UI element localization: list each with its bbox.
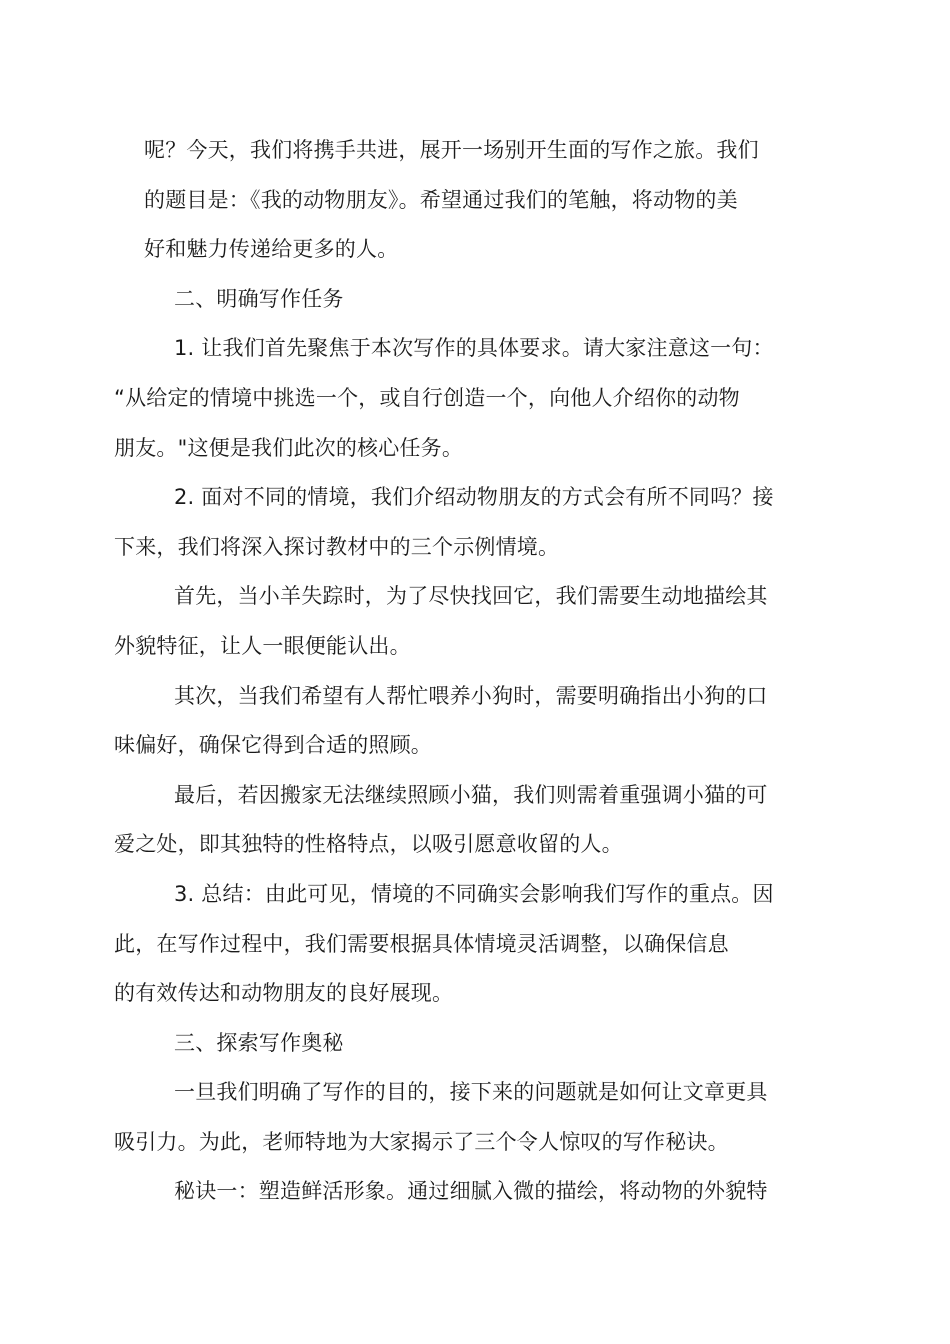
section-heading-3	[144, 1019, 810, 1069]
heading-text: 二、明确写作任务	[174, 286, 344, 311]
text-line: 其次，当我们希望有人帮忙喂养小狗时，需要明确指出小狗的口	[174, 683, 768, 708]
text-line: 的有效传达和动物朋友的良好展现。	[114, 981, 454, 1006]
paragraph-summary	[114, 870, 810, 1019]
heading-text: 三、探索写作奥秘	[174, 1030, 344, 1055]
paragraph-task-1	[114, 324, 810, 473]
paragraph-situation-dog	[114, 672, 810, 771]
text-line: 好和魅力传递给更多的人。	[144, 237, 399, 262]
text-line: 1. 让我们首先聚焦于本次写作的具体要求。请大家注意这一句：	[174, 336, 774, 361]
section-heading-2	[144, 275, 810, 325]
text-line: 首先，当小羊失踪时，为了尽快找回它，我们需要生动地描绘其	[174, 584, 768, 609]
paragraph-task-2	[114, 473, 810, 572]
text-line: 下来，我们将深入探讨教材中的三个示例情境。	[114, 534, 560, 559]
text-line: 爱之处，即其独特的性格特点，以吸引愿意收留的人。	[114, 832, 623, 857]
text-line: 朋友。"这便是我们此次的核心任务。	[114, 435, 464, 460]
text-line: 味偏好，确保它得到合适的照顾。	[114, 733, 432, 758]
text-line: 最后，若因搬家无法继续照顾小猫，我们则需着重强调小猫的可	[174, 782, 768, 807]
text-line: 的题目是：《我的动物朋友》。希望通过我们的笔触，将动物的美	[144, 187, 738, 212]
text-line: 此，在写作过程中，我们需要根据具体情境灵活调整，以确保信息	[114, 931, 729, 956]
text-line: 秘诀一：塑造鲜活形象。通过细腻入微的描绘，将动物的外貌特	[174, 1179, 768, 1204]
text-line: 外貌特征，让人一眼便能认出。	[114, 633, 411, 658]
paragraph-situation-lamb	[114, 572, 810, 671]
paragraph-intro-end	[144, 126, 810, 275]
document-body	[114, 126, 810, 1217]
text-line: 呢？今天，我们将携手共进，展开一场别开生面的写作之旅。我们	[144, 138, 759, 162]
text-line: “从给定的情境中挑选一个，或自行创造一个，向他人介绍你的动物	[114, 385, 740, 410]
text-line: 一旦我们明确了写作的目的，接下来的问题就是如何让文章更具	[174, 1080, 768, 1105]
text-line: 吸引力。为此，老师特地为大家揭示了三个令人惊叹的写作秘诀。	[114, 1129, 729, 1154]
paragraph-secret-one	[144, 1167, 810, 1217]
text-line: 3. 总结：由此可见，情境的不同确实会影响我们写作的重点。因	[174, 881, 774, 906]
paragraph-secrets-intro	[114, 1068, 810, 1167]
paragraph-situation-cat	[114, 771, 810, 870]
text-line: 2. 面对不同的情境，我们介绍动物朋友的方式会有所不同吗？接	[174, 485, 774, 510]
